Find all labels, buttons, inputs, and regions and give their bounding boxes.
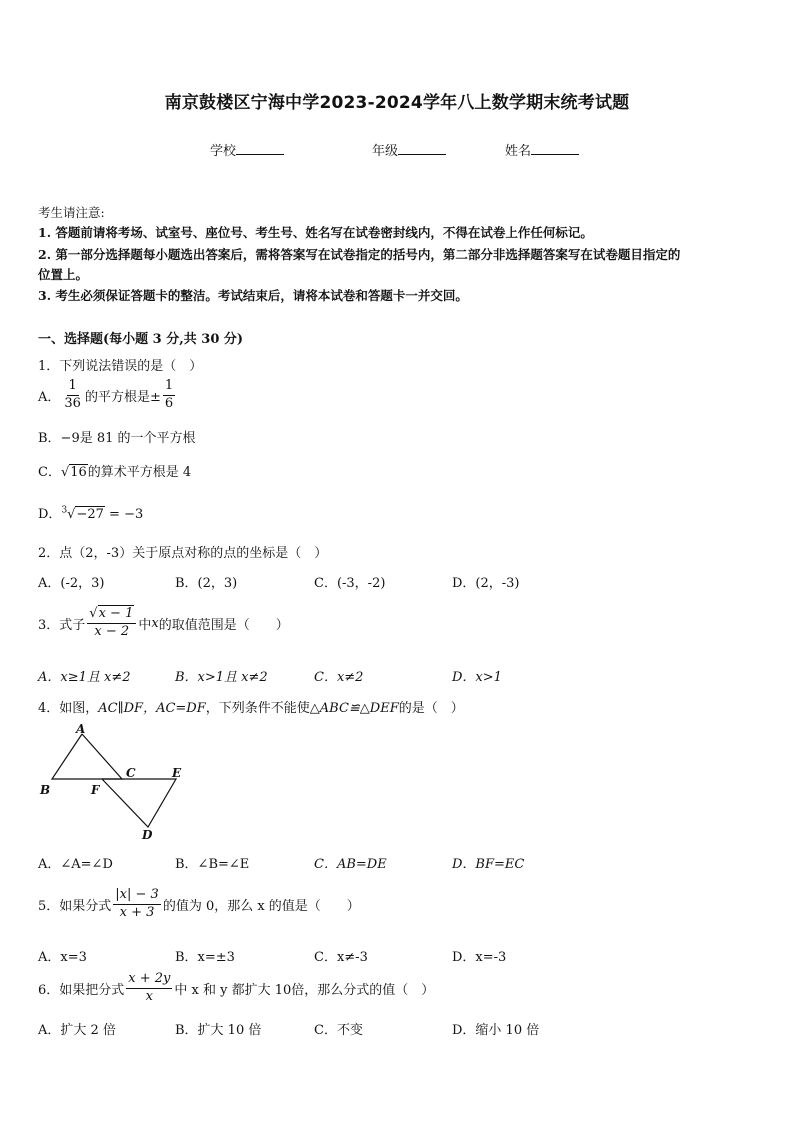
figure-label-d: D [142, 828, 153, 842]
q1-a-fraction: $\frac{1}{36}$ [64, 378, 81, 411]
school-field: 学校 [210, 140, 284, 159]
section-heading: 一、选择题(每小题 3 分,共 30 分) [38, 332, 244, 347]
triangle-def [102, 779, 176, 827]
q2-option-a: A．(-2，3) [38, 576, 105, 591]
q4-option-d: D．BF=EC [452, 857, 525, 872]
q1-option-b: B．−9是 81 的一个平方根 [38, 431, 196, 446]
figure-label-e: E [172, 766, 182, 780]
figure-label-c: C [126, 766, 136, 780]
note-2-cont: 位置上。 [38, 267, 89, 282]
q1-option-c: C．√16的算术平方根是 4 [38, 465, 192, 480]
note-2: 2. 第一部分选择题每小题选出答案后，需将答案写在试卷指定的括号内，第二部分非选择题答案写在试卷题目指定的 [38, 247, 681, 262]
figure-label-f: F [91, 783, 100, 797]
q3-option-d: D．x>1 [452, 670, 502, 685]
q5-fraction: $\frac{|x| - 3}{x + 3}$ [115, 887, 159, 920]
q1-stem: 1．下列说法错误的是（ ） [38, 359, 203, 374]
school-blank [236, 142, 284, 155]
q4-option-b: B．∠B=∠E [175, 857, 250, 872]
q4-stem: 4．如图，AC∥DF，AC=DF，下列条件不能使△ABC≌△DEF的是（ ） [38, 701, 464, 716]
q6-option-c: C．不变 [314, 1023, 363, 1038]
q3-stem: 3．式子 $\frac{√x - 1}{x - 2}$ 中 x 的取值范围是（ ） [38, 606, 289, 639]
q5-option-b: B．x=±3 [175, 950, 235, 965]
name-field: 姓名 [505, 140, 579, 159]
q5-option-d: D．x=-3 [452, 950, 507, 965]
q4-option-a: A．∠A=∠D [38, 857, 113, 872]
notes-heading: 考生请注意: [38, 205, 105, 220]
q3-option-c: C．x≠2 [314, 670, 364, 685]
grade-blank [398, 142, 446, 155]
q3-fraction: $\frac{√x - 1}{x - 2}$ [87, 607, 136, 640]
q2-stem: 2．点（2，-3）关于原点对称的点的坐标是（ ） [38, 546, 328, 561]
note-1: 1. 答题前请将考场、试室号、座位号、考生号、姓名写在试卷密封线内，不得在试卷上作任何标记。 [38, 225, 593, 240]
q1-a-fraction-2: $\frac{1}{6}$ [164, 378, 174, 411]
triangle-abc [52, 734, 122, 779]
q5-stem: 5．如果分式 $\frac{|x| - 3}{x + 3}$ 的值为 0，那么 x 的值是（ ） [38, 887, 360, 920]
exam-title: 南京鼓楼区宁海中学2023-2024学年八上数学期末统考试题 [164, 93, 630, 113]
q6-option-d: D．缩小 10 倍 [452, 1023, 540, 1038]
q5-option-c: C．x≠-3 [314, 950, 368, 965]
figure-label-a: A [76, 722, 86, 736]
q1-option-d: D．$^3$√−27 = −3 [38, 505, 144, 522]
name-blank [531, 142, 579, 155]
q4-option-c: C．AB=DE [314, 857, 387, 872]
q6-stem: 6．如果把分式 $\frac{x + 2y}{x}$ 中 x 和 y 都扩大 10倍，那么分式的值（ ） [38, 971, 435, 1004]
q2-option-b: B．(2，3) [175, 576, 238, 591]
q5-option-a: A．x=3 [38, 950, 87, 965]
q1-option-a: A． $\frac{1}{36}$ 的平方根是± $\frac{1}{6}$ [38, 378, 174, 411]
q6-option-a: A．扩大 2 倍 [38, 1023, 116, 1038]
q2-option-c: C．(-3，-2) [314, 576, 386, 591]
q6-option-b: B．扩大 10 倍 [175, 1023, 262, 1038]
figure-label-b: B [40, 783, 51, 797]
q3-option-a: A．x≥1且 x≠2 [38, 670, 131, 685]
q4-figure [38, 722, 208, 844]
q6-fraction: $\frac{x + 2y}{x}$ [128, 971, 171, 1004]
q2-option-d: D．(2，-3) [452, 576, 520, 591]
note-3: 3. 考生必须保证答题卡的整洁。考试结束后，请将本试卷和答题卡一并交回。 [38, 288, 468, 303]
grade-field: 年级 [372, 140, 446, 159]
q3-option-b: B．x>1且 x≠2 [175, 670, 268, 685]
